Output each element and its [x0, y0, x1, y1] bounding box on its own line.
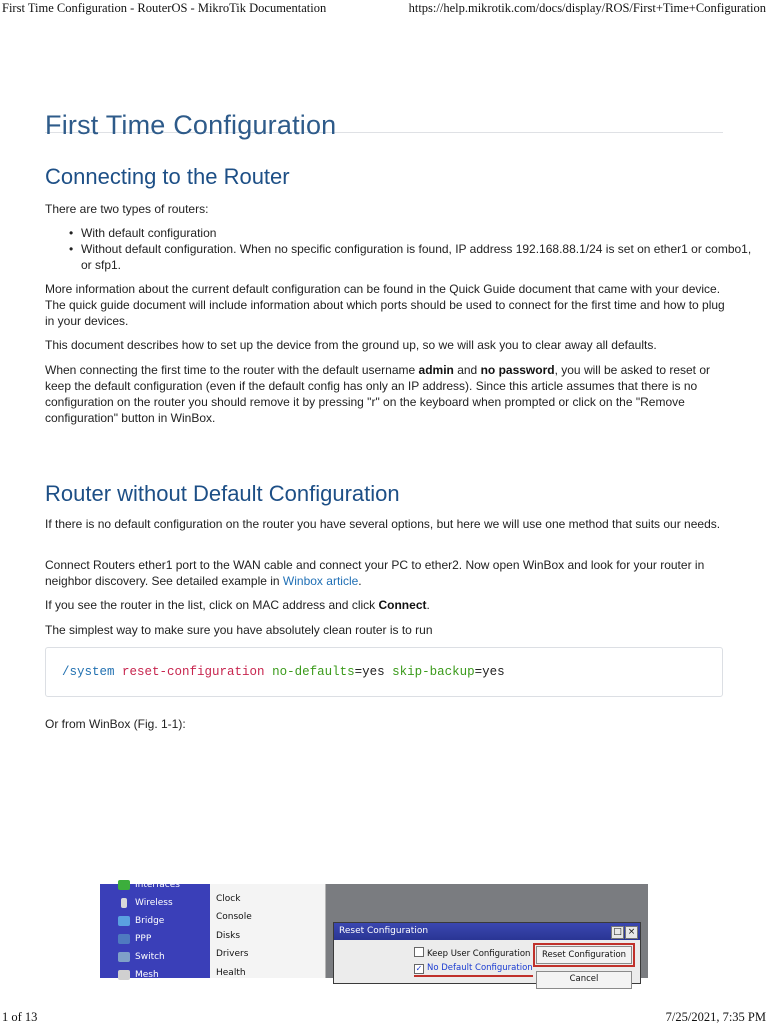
code-block[interactable] [45, 647, 723, 697]
paragraph-first-connect [45, 362, 725, 426]
code-line [62, 665, 505, 679]
code-value: =yes [354, 665, 385, 679]
paragraph-options: If there is no default configuration on the router you have several options, but here we will use one method that suits our needs. [45, 517, 721, 531]
menu-item-label: Switch [135, 952, 165, 962]
winbox-screenshot [100, 880, 648, 984]
bridge-icon [118, 916, 130, 926]
text-span: . [358, 574, 362, 588]
winbox-article-link[interactable]: Winbox article [282, 574, 359, 588]
paragraph-doc-description: This document describes how to set up the device from the ground up, so we will ask you to clear away all defaults. [45, 338, 657, 352]
paragraph-from-winbox: Or from WinBox (Fig. 1-1): [45, 717, 186, 731]
paragraph-mac-connect [45, 597, 725, 613]
list-item: • Without default configuration. When no specific configuration is found, IP address 192.168.88.1/24 is set on ether1 or combo1, or sfp1. [81, 241, 761, 273]
text-span: and [453, 363, 481, 377]
section-heading-no-default: Router without Default Configuration [45, 481, 400, 506]
router-types-list [45, 225, 761, 273]
submenu-item-console: Console [216, 912, 252, 922]
switch-icon [118, 952, 130, 962]
submenu-item-clock: Clock [216, 894, 241, 904]
winbox-submenu [210, 884, 326, 978]
cancel-button: Cancel [536, 971, 632, 989]
wireless-icon [121, 898, 127, 908]
menu-item-label: Interfaces [135, 880, 180, 890]
menu-item-ppp [100, 930, 210, 948]
dialog-titlebar [334, 923, 640, 940]
reset-configuration-button: Reset Configuration [536, 946, 632, 964]
page-title-partial [45, 108, 723, 140]
section-heading-connecting: Connecting to the Router [45, 164, 290, 189]
interfaces-icon [118, 880, 130, 890]
menu-item-label: Wireless [135, 898, 173, 908]
menu-item-label: Bridge [135, 916, 165, 926]
keep-user-config-label: Keep User Configuration [427, 949, 531, 959]
checkbox-checked-icon: ✓ [415, 964, 423, 973]
reset-configuration-dialog [333, 922, 641, 984]
mesh-icon [118, 970, 130, 980]
bold-admin: admin [418, 363, 454, 377]
dialog-title: Reset Configuration [339, 926, 429, 936]
winbox-menu [100, 880, 211, 980]
submenu-item-disks: Disks [216, 931, 241, 941]
no-default-config-row [414, 963, 533, 977]
print-header-title: First Time Configuration - RouterOS - MikroTik Documentation [2, 1, 327, 15]
print-header-url: https://help.mikrotik.com/docs/display/ROS/First+Time+Configuration [408, 1, 766, 15]
intro-text: There are two types of routers: [45, 202, 209, 216]
no-default-config-label: No Default Configuration [427, 963, 533, 973]
bold-connect: Connect [378, 598, 427, 612]
menu-item-mesh [100, 966, 210, 984]
print-footer [0, 1010, 768, 1026]
bold-no-password: no password [480, 363, 555, 377]
menu-item-label: PPP [135, 934, 152, 944]
code-path: /system [62, 665, 115, 679]
code-command: reset-configuration [122, 665, 265, 679]
keep-user-config-row [414, 947, 530, 959]
page-number: 1 of 13 [2, 1010, 38, 1024]
text-span: Connect Routers ether1 port to the WAN cable and connect your PC to ether2. Now open WinBox and look for your router in neighbor discovery. See detailed example in [45, 558, 705, 588]
text-span: If you see the router in the list, click on MAC address and click [45, 598, 379, 612]
code-param-no-defaults: no-defaults [272, 665, 355, 679]
paragraph-simplest-way: The simplest way to make sure you have absolutely clean router is to run [45, 623, 433, 637]
submenu-item-health: Health [216, 968, 246, 978]
code-value: =yes [474, 665, 505, 679]
menu-item-bridge [100, 912, 210, 930]
maximize-icon: □ [611, 926, 624, 939]
checkbox-unchecked-icon [414, 947, 424, 957]
print-datetime: 7/25/2021, 7:35 PM [665, 1010, 766, 1024]
menu-item-interfaces [100, 876, 210, 894]
ppp-icon [118, 934, 130, 944]
paragraph-more-info: More information about the current default configuration can be found in the Quick Guide document that came with your device. The quick guide document will include information about which ports should be used to connect for the first time and how to plug in your devices. [45, 282, 725, 328]
submenu-item-drivers: Drivers [216, 949, 249, 959]
text-span: , you will be asked to reset or keep the default configuration (even if the default config has only an IP address). Since this article assumes that there is no configuration on the router you should remove it by pressing "r" on the keyboard when prompted or click on the "Remove configuration" button in WinBox. [45, 363, 711, 425]
text-span: When connecting the first time to the router with the default username [45, 363, 419, 377]
menu-item-label: Mesh [135, 970, 159, 980]
menu-item-switch [100, 948, 210, 966]
page-title-text: First Time Configuration [45, 110, 337, 140]
list-item: • With default configuration [81, 225, 761, 241]
menu-item-wireless [100, 894, 210, 912]
close-icon: × [625, 926, 638, 939]
print-header [0, 1, 768, 17]
code-param-skip-backup: skip-backup [392, 665, 475, 679]
text-span: . [426, 598, 430, 612]
paragraph-connect-wan [45, 557, 725, 589]
